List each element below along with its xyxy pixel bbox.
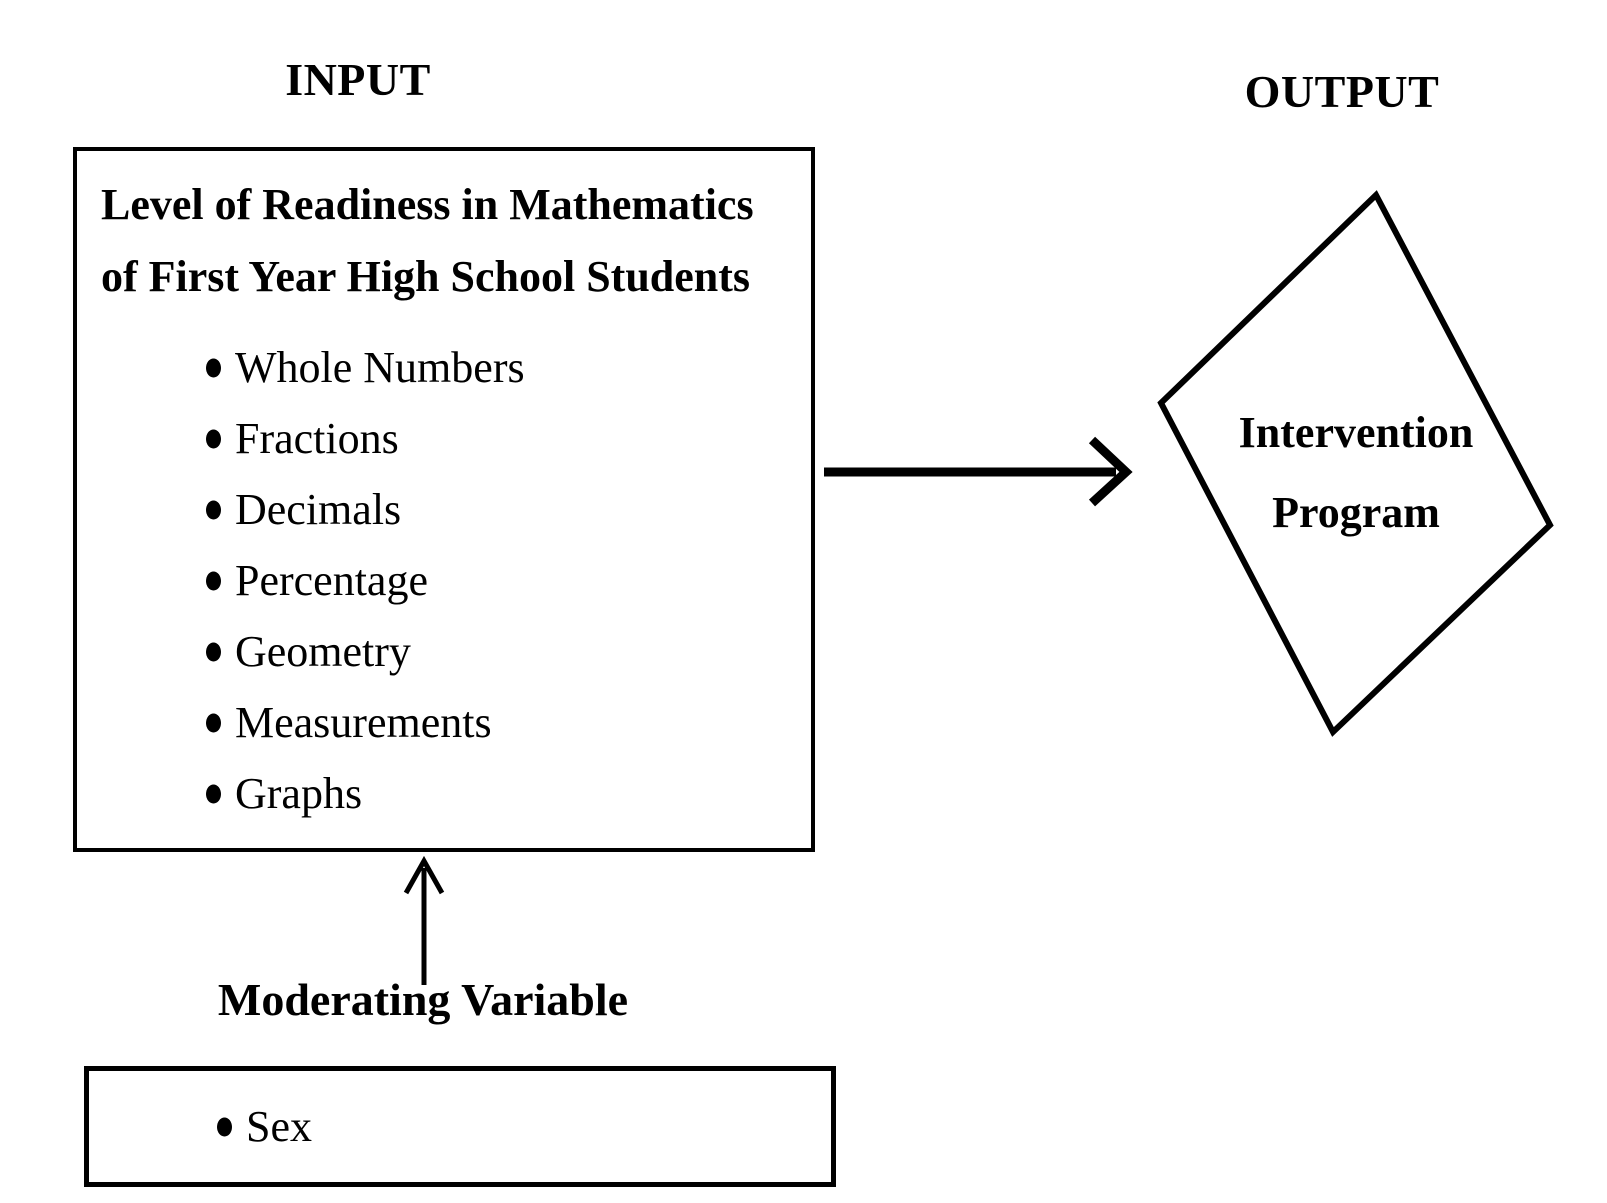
output-diamond-label <box>1196 393 1516 553</box>
list-item-decimals: Decimals <box>235 474 811 545</box>
moderating-variable-heading: Moderating Variable <box>217 974 629 1025</box>
list-item-fractions: Fractions <box>235 403 811 474</box>
list-item-graphs: Graphs <box>235 758 811 829</box>
list-item-geometry: Geometry <box>235 616 811 687</box>
input-heading: INPUT <box>285 54 431 105</box>
output-diamond-label-line2: Program <box>1272 488 1440 537</box>
input-box <box>73 147 815 852</box>
input-box-title-line2: of First Year High School Students <box>101 252 751 301</box>
list-item-sex: Sex <box>246 1101 312 1151</box>
input-box-title <box>101 169 795 313</box>
arrow-right-icon <box>824 440 1126 503</box>
list-item-whole-numbers: Whole Numbers <box>235 332 811 403</box>
output-heading: OUTPUT <box>1244 66 1440 117</box>
moderating-variable-box <box>84 1066 836 1187</box>
input-topic-list <box>77 332 811 829</box>
list-item-percentage: Percentage <box>235 545 811 616</box>
input-box-title-line1: Level of Readiness in Mathematics <box>101 180 754 229</box>
list-item-measurements: Measurements <box>235 687 811 758</box>
arrow-up-icon <box>406 861 442 985</box>
output-diamond-label-line1: Intervention <box>1238 408 1474 457</box>
